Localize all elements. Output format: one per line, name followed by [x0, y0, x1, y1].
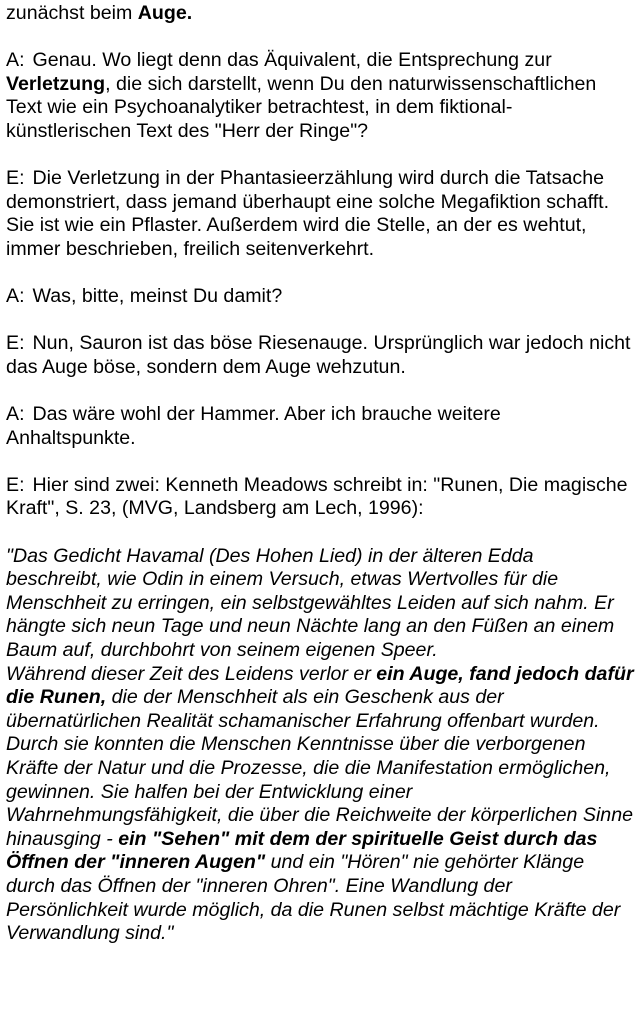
- quote-text: Das Gedicht Havamal (Des Hohen Lied) in der älteren Edda beschreibt, wie Odin in einem Versuch, etwas Wertvolles für die Menschheit zu erringen, ein selbstgewähltes Leiden auf sich nahm. Er hängte sich neun Tage und neun Nächte lang an den Füßen an einem Baum auf, durchbohrt von seinem eigenen Speer.: [6, 544, 615, 662]
- quote-text: und ein "Hören" nie gehörter Klänge durch das Öffnen der "inneren Ohren". Eine Wandlung der Persönlichkeit wurde möglich, da die Runen selbst mächtige Kräfte der Verwandlung sind.: [6, 851, 621, 945]
- paragraph-text: Hier sind zwei: Kenneth Meadows schreibt in: "Runen, Die magische Kraft", S. 23, (MVG, Landsberg am Lech, 1996):: [6, 473, 628, 520]
- paragraph-text: Was, bitte, meinst Du damit?: [32, 285, 283, 308]
- paragraph-intro: [6, 2, 634, 26]
- intro-bold: Auge.: [137, 2, 193, 24]
- paragraph-text: Das wäre wohl der Hammer. Aber ich brauche weitere Anhaltspunkte.: [6, 403, 501, 449]
- quote-emphasis: ein "Sehen" mit dem der spirituelle Geist durch das Öffnen der "inneren Augen": [6, 827, 598, 874]
- intro-text: zunächst beim: [6, 2, 138, 24]
- paragraph-e-2: [6, 332, 634, 379]
- document-page: [6, 2, 634, 946]
- speaker-label: E:: [6, 167, 25, 190]
- paragraph-a-2: [6, 285, 634, 309]
- paragraph-a-3: [6, 403, 634, 450]
- paragraph-e-3: [6, 474, 634, 521]
- paragraph-text: Die Verletzung in der Phantasieerzählung wird durch die Tatsache demonstriert, dass jemand überhaupt eine solche Megafiktion schafft. Sie ist wie ein Pflaster. Außerdem wird die Stelle, an der es wehtut, immer beschrieben, freilich seitenverkehrt.: [6, 167, 610, 260]
- paragraph-e-1: [6, 167, 634, 261]
- paragraph-text: Genau. Wo liegt denn das Äquivalent, die Entsprechung zur: [32, 49, 552, 72]
- quote-text: die der Menschheit als ein Geschenk aus der übernatürlichen Realität schamanischer Erfahrung offenbart wurden. Durch sie konnten die Menschen Kenntnisse über die verborgenen Kräfte der Natur und die Prozesse, die die Manifestation ermöglichen, gewinnen. Sie halfen bei der Entwicklung einer Wahrnehmungsfähigkeit, die über die Reichweite der körperlichen Sinne hinausging -: [6, 686, 633, 850]
- quote-emphasis: ein Auge, fand jedoch dafür die Runen,: [6, 662, 634, 709]
- quote-open-mark: ": [6, 544, 13, 567]
- speaker-label: A:: [6, 403, 25, 426]
- speaker-label: A:: [6, 49, 25, 72]
- speaker-label: A:: [6, 285, 25, 308]
- quote-close-mark: ": [166, 922, 174, 945]
- quote-text: Während dieser Zeit des Leidens verlor er: [6, 662, 377, 685]
- block-quote: [6, 545, 634, 946]
- speaker-label: E:: [6, 332, 25, 355]
- paragraph-a-1: [6, 49, 634, 143]
- paragraph-text: , die sich darstellt, wenn Du den naturwissenschaftlichen Text wie ein Psychoanalytiker betrachtest, in dem fiktional-künstlerischen Text des "Herr der Ringe"?: [6, 72, 597, 142]
- emphasis-text: Verletzung: [6, 72, 106, 95]
- speaker-label: E:: [6, 473, 25, 496]
- paragraph-text: Nun, Sauron ist das böse Riesenauge. Ursprünglich war jedoch nicht das Auge böse, sondern dem Auge wehzutun.: [6, 332, 631, 378]
